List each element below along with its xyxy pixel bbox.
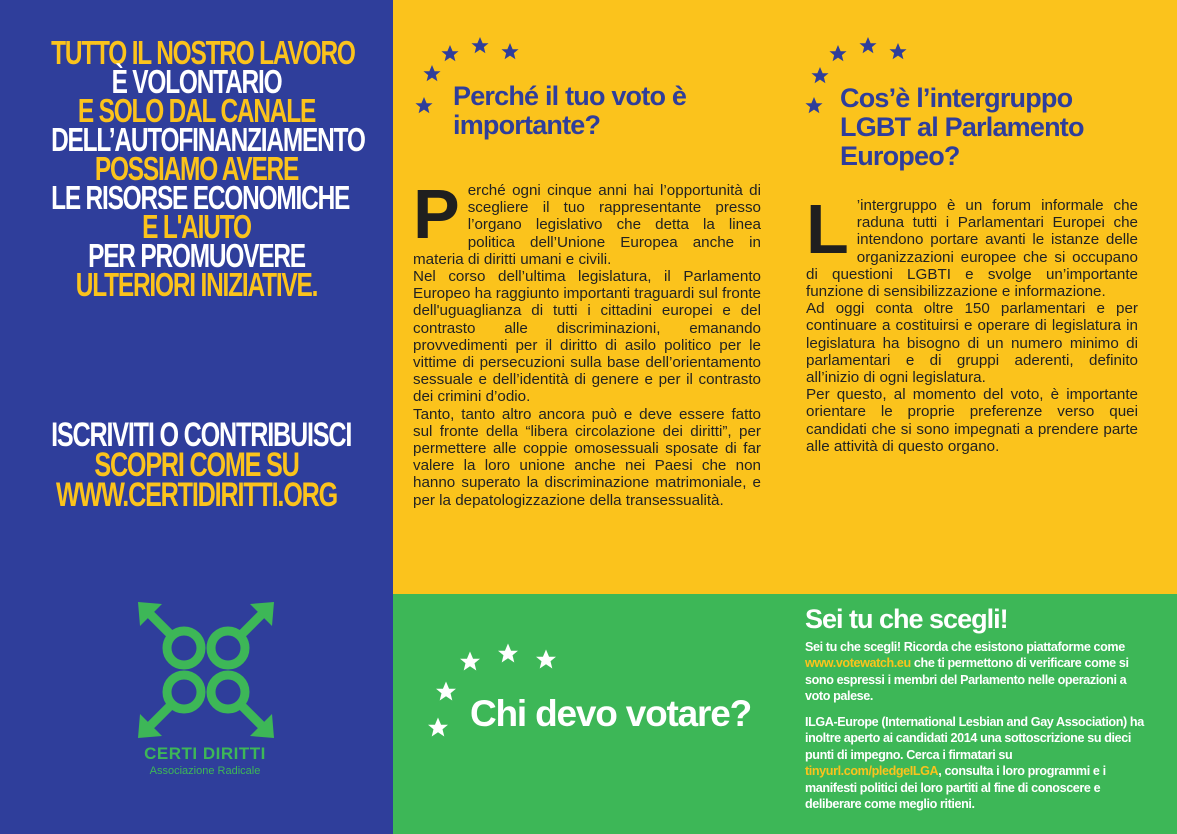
paragraph: Nel corso dell’ultima legislatura, il Parlamento Europeo ha raggiunto importanti traguardi sul fronte dell'uguaglianza di tutti i cittadini europei e del contrasto alle discriminazioni, emanando provvedimenti per il diritto di asilo politico per le vittime di persecuzioni sulla base dell’orientamento sessuale e dell’identità di genere e per il contrasto dei crimini d’odio. bbox=[413, 268, 761, 406]
text: che ti permettono di verificare come si sono espressi i membri del Parlamento nelle operazioni a voto palese. bbox=[805, 656, 1129, 704]
text: Sei tu che scegli! Ricorda che esistono piattaforme come bbox=[805, 640, 1125, 654]
section-title-vote: Perché il tuo voto è importante? bbox=[453, 81, 687, 140]
org-name: CERTI DIRITTI bbox=[144, 744, 266, 763]
you-choose-paragraph bbox=[805, 639, 1145, 705]
msg-line: PER PROMUOVERE bbox=[88, 237, 305, 274]
section-title-intergroup: Cos’è l’intergruppo LGBT al Parlamento Europeo? bbox=[840, 83, 1084, 171]
msg-line: DELL’AUTOFINANZIAMENTO bbox=[51, 121, 365, 158]
certi-diritti-logo bbox=[136, 600, 276, 740]
paragraph: erché ogni cinque anni hai l’opportunità di scegliere il tuo rappresentante presso l’organo legislativo che detta la linea politica dell’Unione Europea anche in materia di diritti umani e civili. bbox=[413, 182, 761, 268]
drop-cap: L bbox=[806, 190, 849, 268]
drop-cap: P bbox=[413, 175, 460, 253]
section-body-intergroup bbox=[806, 190, 1138, 455]
msg-line: ULTERIORI INIZIATIVE. bbox=[75, 266, 318, 303]
msg-line: LE RISORSE ECONOMICHE bbox=[51, 179, 350, 216]
cta-line: SCOPRI COME SU bbox=[94, 446, 299, 484]
pledge-link[interactable]: tinyurl.com/pledgeILGA bbox=[805, 764, 939, 779]
msg-line: E SOLO DAL CANALE bbox=[77, 92, 316, 129]
volunteer-message bbox=[0, 34, 393, 303]
who-to-vote-heading: Chi devo votare? bbox=[470, 693, 751, 734]
website-link[interactable]: WWW.CERTIDIRITTI.ORG bbox=[55, 476, 337, 514]
msg-line: POSSIAMO AVERE bbox=[94, 150, 299, 187]
call-to-action bbox=[0, 416, 393, 514]
msg-line: E L'AIUTO bbox=[142, 208, 251, 245]
paragraph: ’intergruppo è un forum informale che raduna tutti i Parlamentari Europei che intendono portare avanti le istanze delle organizzazioni europee che si occupano di questioni LGBTI e svolge un’importante funzione di sensibilizzazione e informazione. bbox=[806, 197, 1138, 301]
text: , consulta i loro programmi e i manifesti politici dei loro partiti al fine di conoscere e deliberare come meglio ritieni. bbox=[805, 764, 1106, 812]
paragraph: Ad oggi conta oltre 150 parlamentari e per continuare a costituirsi e operare di legislatura in legislatura ha bisogno di un numero minimo di parlamentari e di gruppi aderenti, definito all’inizio di ogni legislatura. bbox=[806, 300, 1138, 387]
paragraph: Tanto, tanto altro ancora può e deve essere fatto sul fronte della “libera circolazione dei diritti”, per permettere alle coppie omosessuali sposate di far valere la loro unione anche nei Paesi che non hanno superato la discriminazione matrimoniale, e per la depatologizzazione della transessualità. bbox=[413, 405, 761, 509]
org-subtitle: Associazione Radicale bbox=[149, 765, 261, 777]
cta-line: ISCRIVITI O CONTRIBUISCI bbox=[51, 416, 352, 454]
left-panel bbox=[0, 0, 393, 834]
ilga-paragraph bbox=[805, 714, 1145, 812]
you-choose-title: Sei tu che scegli! bbox=[805, 604, 1008, 634]
section-body-vote bbox=[413, 175, 761, 509]
msg-line: TUTTO IL NOSTRO LAVORO bbox=[51, 34, 355, 71]
paragraph: Per questo, al momento del voto, è importante orientare le proprie preferenze verso quei candidati che si sono impegnati a prendere parte alle attività di questo organo. bbox=[806, 386, 1138, 455]
msg-line: È VOLONTARIO bbox=[111, 63, 282, 100]
text: ILGA-Europe (International Lesbian and Gay Association) ha inoltre aperto ai candidati 2014 una sottoscrizione su dieci punti di impegno. Cerca i firmatari su bbox=[805, 715, 1144, 762]
votewatch-link[interactable]: www.votewatch.eu bbox=[805, 656, 911, 671]
